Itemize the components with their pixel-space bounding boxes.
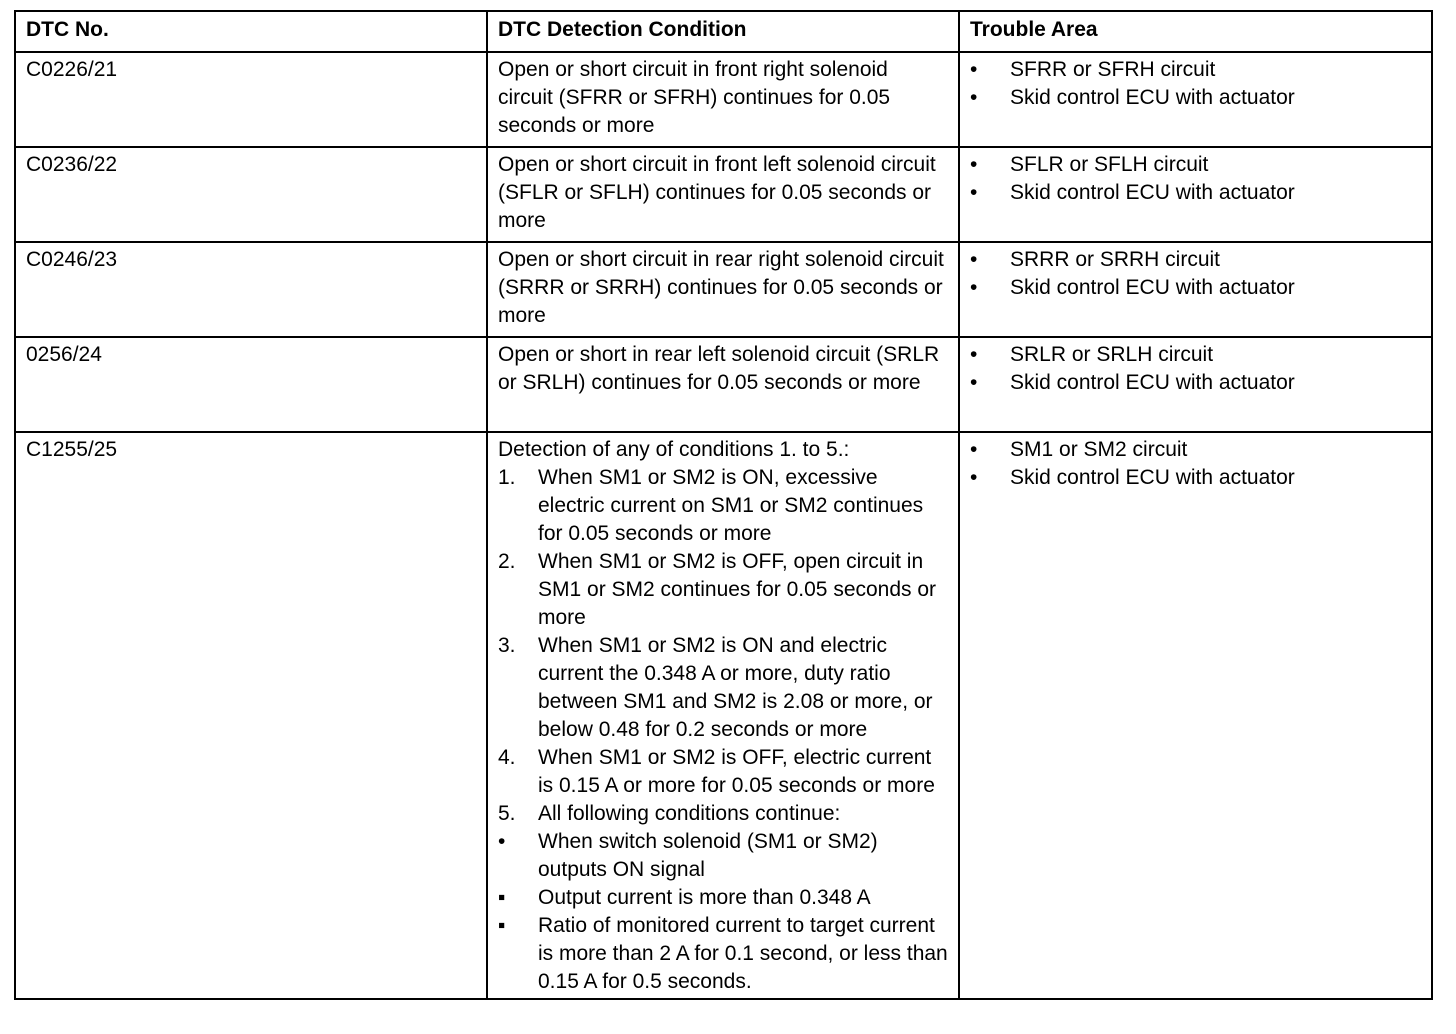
table-row [15,52,1432,147]
numbered-item: 2. When SM1 or SM2 is OFF, open circuit in SM1 or SM2 continues for 0.05 seconds or more [498,550,937,629]
numbered-item: 4. When SM1 or SM2 is OFF, electric current is 0.15 A or more for 0.05 seconds or more [498,746,935,797]
bullet-mark: • [970,276,978,299]
bullet-mark: • [970,438,978,461]
numbered-item: 5. All following conditions continue: [498,802,841,825]
detection-condition: Open or short in rear left solenoid circuit (SRLR or SRLH) continues for 0.05 seconds or more [487,337,959,432]
bullet-item: • When switch solenoid (SM1 or SM2) outputs ON signal [498,830,878,881]
dtc-code: C0226/21 [15,52,487,147]
trouble-area [959,337,1432,432]
list-item: • SFRR or SFRH circuit [970,56,1421,84]
list-item: • SFLR or SFLH circuit [970,151,1421,179]
detection-condition: Open or short circuit in front left solenoid circuit (SFLR or SFLH) continues for 0.05 seconds or more [487,147,959,242]
header-dtc-no: DTC No. [15,11,487,52]
list-item: • Skid control ECU with actuator [970,464,1421,492]
list-item: • Skid control ECU with actuator [970,274,1421,302]
trouble-area [959,432,1432,999]
list-item: • Skid control ECU with actuator [970,369,1421,397]
dtc-code: C0236/22 [15,147,487,242]
bullet-mark: • [970,343,978,366]
bullet-mark: • [970,153,978,176]
dtc-code: 0256/24 [15,337,487,432]
bullet-mark: • [970,58,978,81]
dtc-code: C1255/25 [15,432,487,999]
table-row [15,337,1432,432]
bullet-mark: • [970,371,978,394]
list-item: • SRLR or SRLH circuit [970,341,1421,369]
detection-condition: Open or short circuit in front right solenoid circuit (SFRR or SFRH) continues for 0.05 seconds or more [487,52,959,147]
bullet-item: ▪ Ratio of monitored current to target current is more than 2 A for 0.1 second, or less than 0.15 A for 0.5 seconds. [498,914,948,993]
detection-condition [487,432,959,999]
header-trouble-area: Trouble Area [959,11,1432,52]
list-item: • SRRR or SRRH circuit [970,246,1421,274]
bullet-item: ▪ Output current is more than 0.348 A [498,886,871,909]
bullet-mark: • [970,248,978,271]
table-row [15,147,1432,242]
condition-intro: Detection of any of conditions 1. to 5.: [498,438,850,461]
list-item: • SM1 or SM2 circuit [970,436,1421,464]
trouble-area [959,52,1432,147]
table-header-row [15,11,1432,52]
trouble-area [959,242,1432,337]
numbered-item: 3. When SM1 or SM2 is ON and electric current the 0.348 A or more, duty ratio between SM1 and SM2 is 2.08 or more, or below 0.48 for 0.2 seconds or more [498,634,933,741]
dtc-code: C0246/23 [15,242,487,337]
dtc-table [14,10,1433,1000]
bullet-mark: • [970,86,978,109]
detection-condition: Open or short circuit in rear right solenoid circuit (SRRR or SRRH) continues for 0.05 seconds or more [487,242,959,337]
trouble-area [959,147,1432,242]
table-row [15,242,1432,337]
bullet-mark: • [970,466,978,489]
list-item: • Skid control ECU with actuator [970,84,1421,112]
table-row [15,432,1432,999]
header-detection-condition: DTC Detection Condition [487,11,959,52]
numbered-item: 1. When SM1 or SM2 is ON, excessive electric current on SM1 or SM2 continues for 0.05 seconds or more [498,466,924,545]
bullet-mark: • [970,181,978,204]
list-item: • Skid control ECU with actuator [970,179,1421,207]
